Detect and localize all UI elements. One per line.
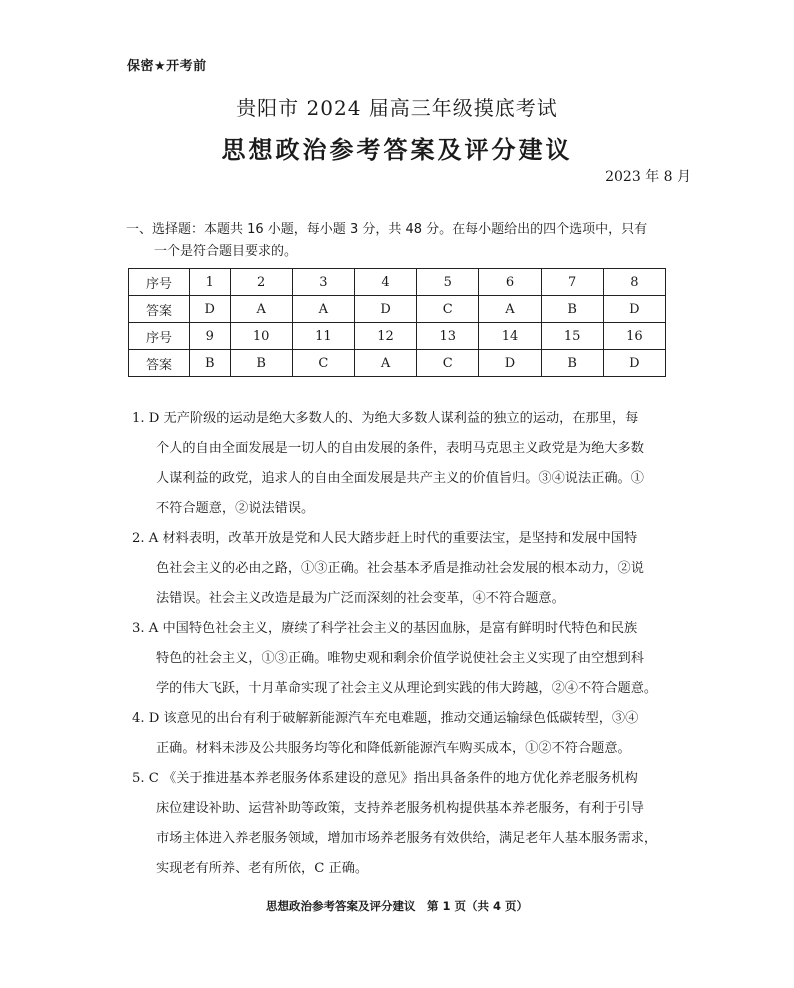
explanation-item [132,404,672,524]
table-cell: 3 [292,269,354,296]
row-label: 序号 [129,323,190,350]
explanation-line: 实现老有所养、老有所依，C 正确。 [156,861,369,876]
table-cell: A [479,296,541,323]
table-cell: 2 [230,269,292,296]
table-cell: 9 [190,323,231,350]
exam-title: 贵阳市 2024 届高三年级摸底考试 [236,96,558,120]
confidential-mark: 保密★开考前 [127,59,207,74]
explanation-line: 3. A 中国特色社会主义，赓续了科学社会主义的基因血脉，是富有鲜明时代特色和民族 [132,621,638,636]
table-row [129,323,666,350]
explanation-line: 人谋利益的政党，追求人的自由全面发展是共产主义的价值旨归。③④说法正确。① [156,471,644,486]
table-cell: 6 [479,269,541,296]
table-cell: 16 [603,323,665,350]
explanation-line: 床位建设补助、运营补助等政策，支持养老服务机构提供基本养老服务，有利于引导 [156,801,644,816]
table-cell: B [190,350,231,377]
explanation-line: 不符合题意，②说法错误。 [156,501,315,516]
table-cell: 13 [417,323,479,350]
table-cell: D [603,296,665,323]
row-label: 答案 [129,296,190,323]
explanation-line: 学的伟大飞跃，十月革命实现了社会主义从理论到实践的伟大跨越，②④不符合题意。 [156,681,658,696]
table-cell: D [603,350,665,377]
table-cell: 15 [541,323,603,350]
table-cell: D [354,296,416,323]
table-cell: B [541,296,603,323]
table-cell: 14 [479,323,541,350]
explanation-line: 市场主体进入养老服务领域，增加市场养老服务有效供给，满足老年人基本服务需求， [156,831,658,846]
table-cell: C [292,350,354,377]
explanation-line: 1. D 无产阶级的运动是绝大多数人的、为绝大多数人谋利益的独立的运动，在那里，每 [132,411,639,426]
explanation-line: 5. C 《关于推进基本养老服务体系建设的意见》指出具备条件的地方优化养老服务机构 [132,771,638,786]
row-label: 序号 [129,269,190,296]
explanation-item [132,764,672,884]
table-cell: 11 [292,323,354,350]
explanation-item [132,524,672,614]
table-cell: C [417,350,479,377]
section-heading-choice [126,219,674,263]
table-row [129,350,666,377]
explanation-line: 个人的自由全面发展是一切人的自由发展的条件，表明马克思主义政党是为绝大多数 [156,441,644,456]
answer-table [128,268,666,377]
table-cell: B [541,350,603,377]
table-cell: 7 [541,269,603,296]
explanation-line: 4. D 该意见的出台有利于破解新能源汽车充电难题，推动交通运输绿色低碳转型，③④ [132,711,639,726]
table-cell: B [230,350,292,377]
table-cell: D [190,296,231,323]
table-cell: 1 [190,269,231,296]
table-cell: 12 [354,323,416,350]
document-title: 思想政治参考答案及评分建议 [221,135,573,164]
row-label: 答案 [129,350,190,377]
table-cell: 5 [417,269,479,296]
table-cell: A [292,296,354,323]
explanation-line: 色社会主义的必由之路，①③正确。社会基本矛盾是推动社会发展的根本动力，②说 [156,561,644,576]
section-instruction-line: 一、选择题：本题共 16 小题，每小题 3 分，共 48 分。在每小题给出的四个选项中，只有 [126,222,648,237]
explanation-item [132,704,672,764]
table-row [129,296,666,323]
page-footer: 思想政治参考答案及评分建议 第 1 页（共 4 页） [265,899,528,913]
table-cell: C [417,296,479,323]
section-instruction-line: 一个是符合题目要求的。 [154,244,298,259]
table-cell: 10 [230,323,292,350]
table-cell: D [479,350,541,377]
explanation-line: 特色的社会主义，①③正确。唯物史观和剩余价值学说使社会主义实现了由空想到科 [156,651,644,666]
table-cell: 8 [603,269,665,296]
explanation-item [132,614,672,704]
table-row [129,269,666,296]
explanation-line: 正确。材料未涉及公共服务均等化和降低新能源汽车购买成本，①②不符合题意。 [156,741,631,756]
table-cell: A [230,296,292,323]
document-date: 2023 年 8 月 [605,169,691,185]
table-cell: A [354,350,416,377]
explanation-line: 2. A 材料表明，改革开放是党和人民大踏步赶上时代的重要法宝，是坚持和发展中国特 [132,531,638,546]
table-cell: 4 [354,269,416,296]
explanation-line: 法错误。社会主义改造是最为广泛而深刻的社会变革，④不符合题意。 [156,591,565,606]
